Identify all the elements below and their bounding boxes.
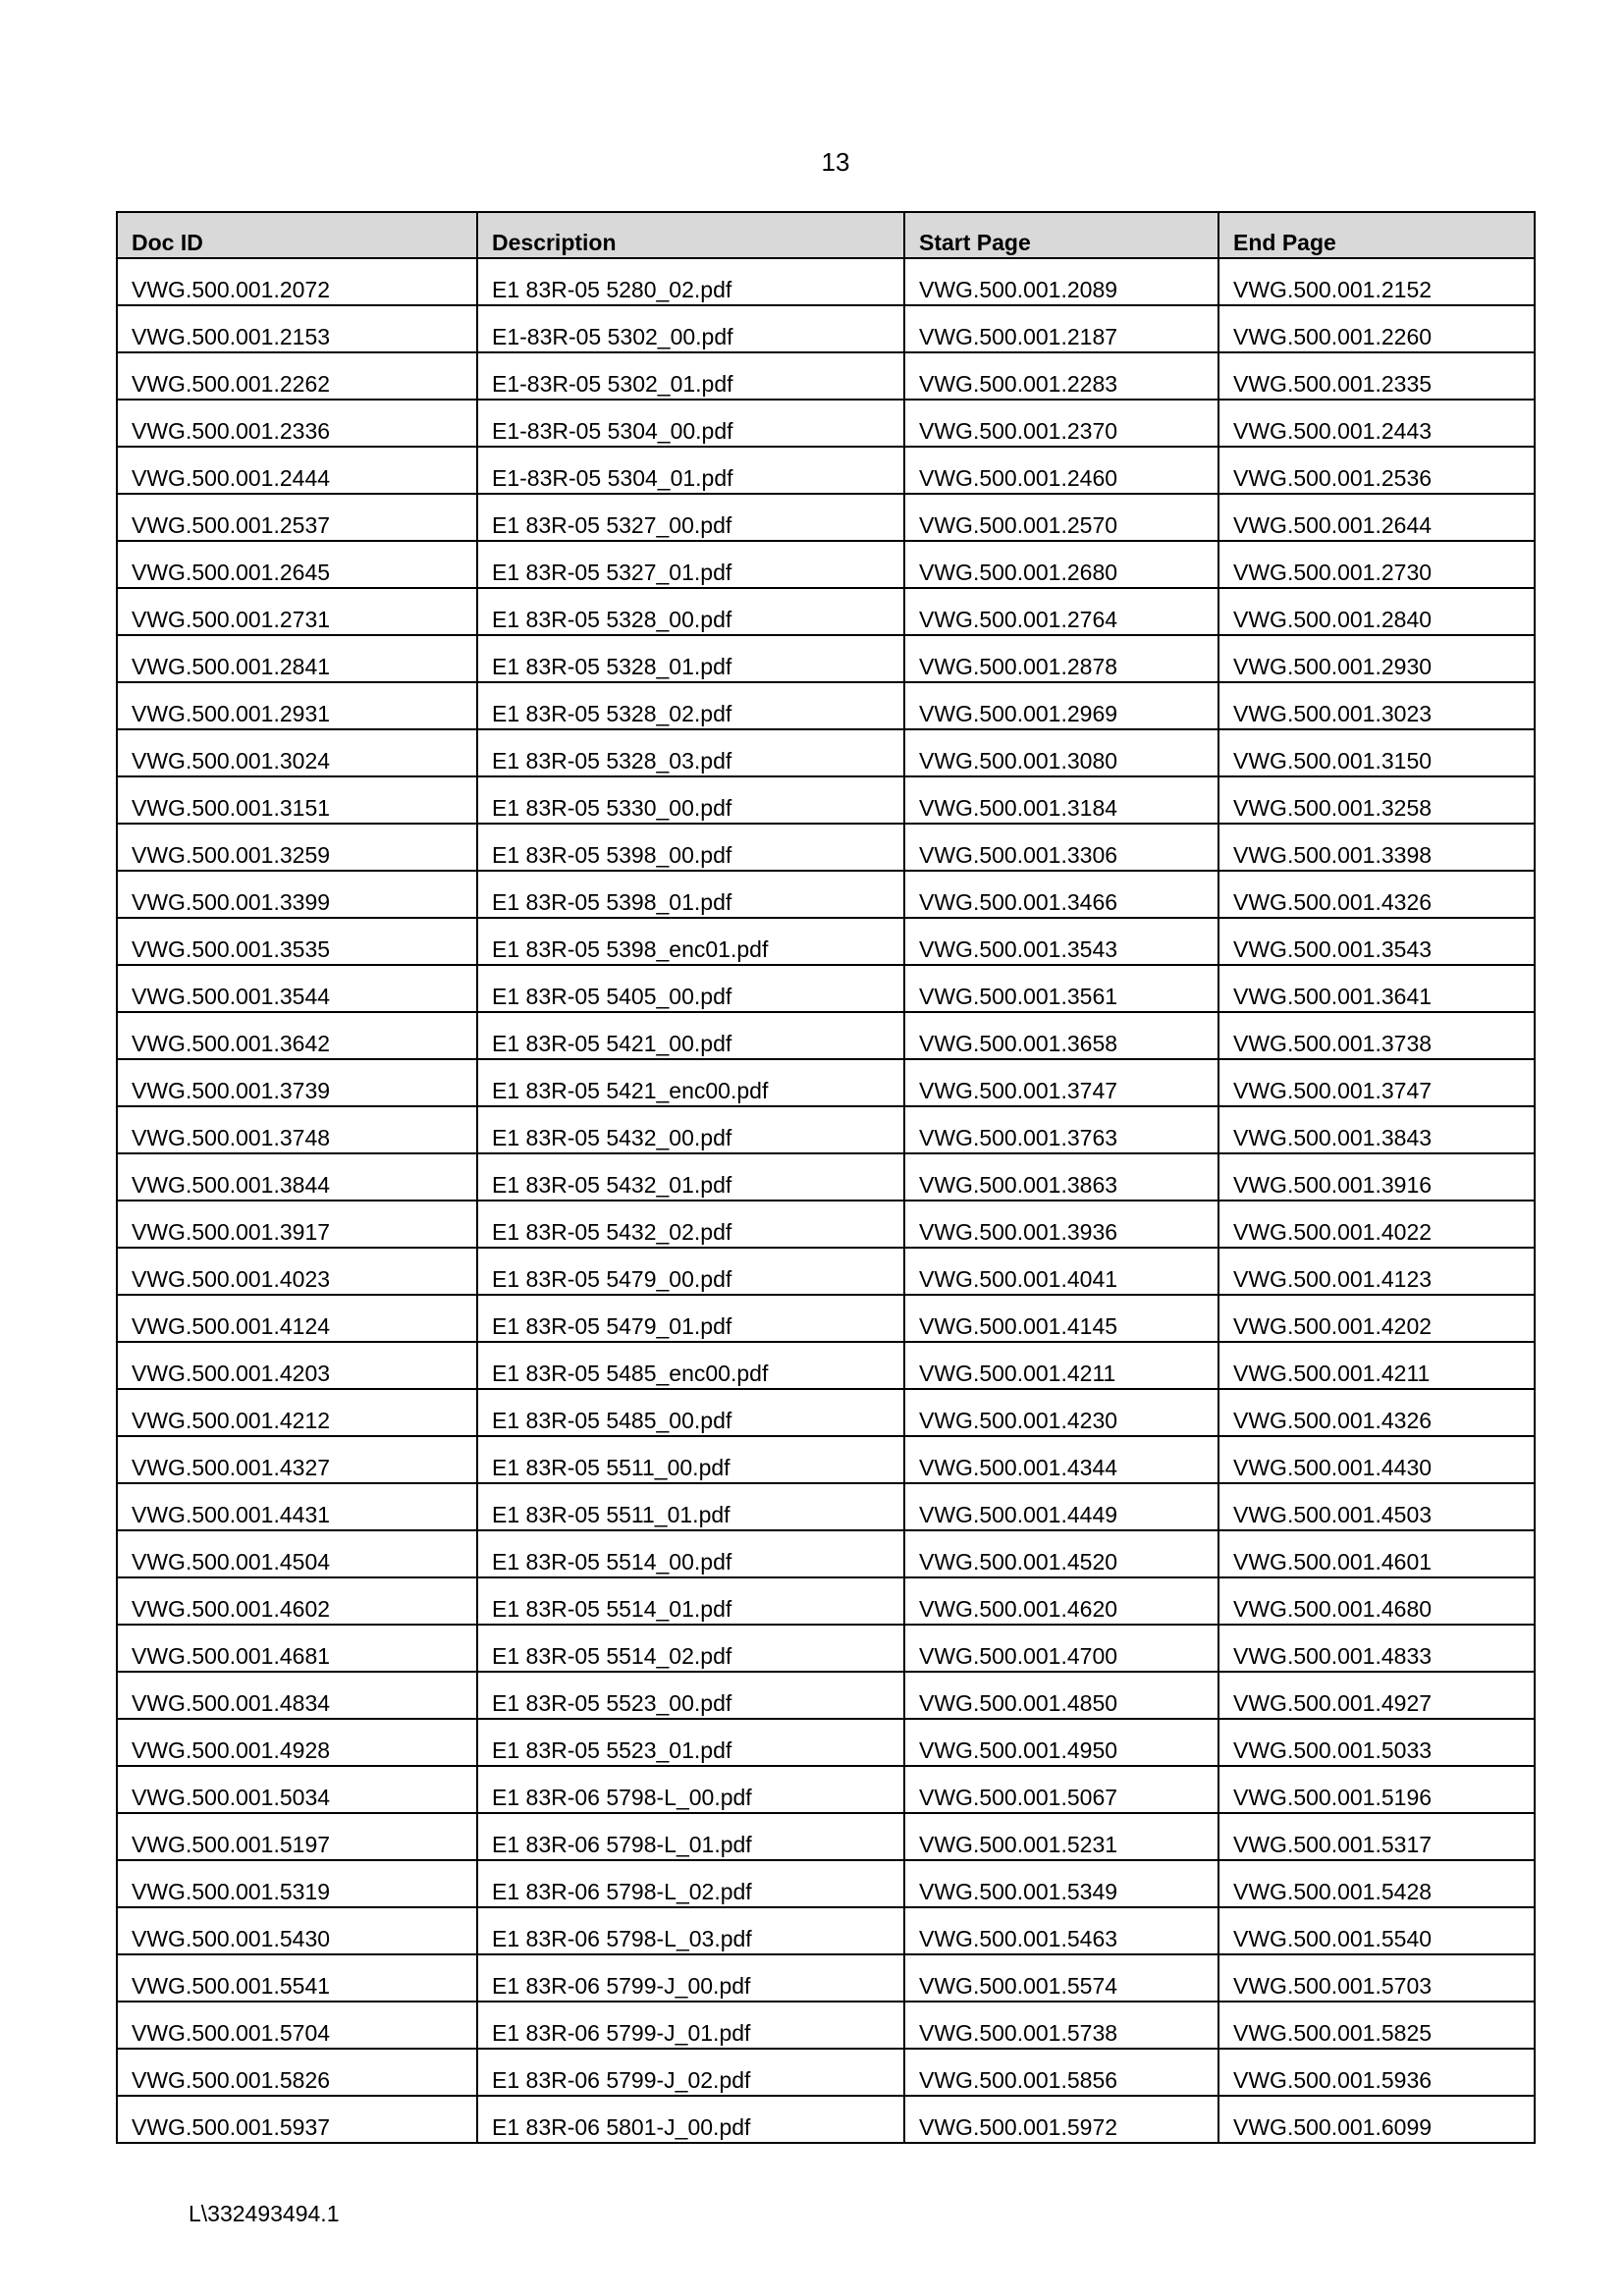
table-row xyxy=(117,258,1535,305)
cell-end-page: VWG.500.001.2536 xyxy=(1218,447,1535,494)
table-row xyxy=(117,1153,1535,1201)
table-row xyxy=(117,1530,1535,1577)
cell-end-page: VWG.500.001.6099 xyxy=(1218,2096,1535,2143)
cell-doc-id: VWG.500.001.3399 xyxy=(117,871,477,918)
footer-document-reference: L\332493494.1 xyxy=(189,2201,340,2226)
table-row xyxy=(117,1059,1535,1106)
cell-end-page: VWG.500.001.3641 xyxy=(1218,965,1535,1012)
cell-end-page: VWG.500.001.3258 xyxy=(1218,776,1535,824)
cell-start-page: VWG.500.001.4041 xyxy=(904,1248,1218,1295)
document-index-table xyxy=(116,211,1536,2144)
table-row xyxy=(117,1625,1535,1672)
table-row xyxy=(117,1201,1535,1248)
cell-end-page: VWG.500.001.2260 xyxy=(1218,305,1535,352)
cell-start-page: VWG.500.001.2680 xyxy=(904,541,1218,588)
cell-doc-id: VWG.500.001.2262 xyxy=(117,352,477,400)
cell-doc-id: VWG.500.001.5319 xyxy=(117,1860,477,1907)
cell-start-page: VWG.500.001.4145 xyxy=(904,1295,1218,1342)
table-row xyxy=(117,2049,1535,2096)
cell-doc-id: VWG.500.001.4023 xyxy=(117,1248,477,1295)
cell-description: E1 83R-05 5328_00.pdf xyxy=(477,588,904,635)
cell-doc-id: VWG.500.001.2537 xyxy=(117,494,477,541)
cell-doc-id: VWG.500.001.3642 xyxy=(117,1012,477,1059)
cell-description: E1 83R-05 5327_01.pdf xyxy=(477,541,904,588)
cell-doc-id: VWG.500.001.4203 xyxy=(117,1342,477,1389)
cell-doc-id: VWG.500.001.3544 xyxy=(117,965,477,1012)
cell-start-page: VWG.500.001.5349 xyxy=(904,1860,1218,1907)
cell-doc-id: VWG.500.001.2731 xyxy=(117,588,477,635)
table-row xyxy=(117,729,1535,776)
table-row xyxy=(117,1907,1535,1954)
cell-end-page: VWG.500.001.5317 xyxy=(1218,1813,1535,1860)
cell-description: E1 83R-06 5801-J_00.pdf xyxy=(477,2096,904,2143)
cell-start-page: VWG.500.001.2283 xyxy=(904,352,1218,400)
cell-end-page: VWG.500.001.4680 xyxy=(1218,1577,1535,1625)
cell-end-page: VWG.500.001.4202 xyxy=(1218,1295,1535,1342)
table-row xyxy=(117,541,1535,588)
cell-start-page: VWG.500.001.5856 xyxy=(904,2049,1218,2096)
cell-end-page: VWG.500.001.3150 xyxy=(1218,729,1535,776)
cell-doc-id: VWG.500.001.3024 xyxy=(117,729,477,776)
cell-description: E1 83R-06 5799-J_02.pdf xyxy=(477,2049,904,2096)
cell-doc-id: VWG.500.001.2072 xyxy=(117,258,477,305)
cell-start-page: VWG.500.001.3080 xyxy=(904,729,1218,776)
cell-description: E1 83R-05 5514_01.pdf xyxy=(477,1577,904,1625)
cell-start-page: VWG.500.001.5972 xyxy=(904,2096,1218,2143)
cell-description: E1 83R-05 5479_00.pdf xyxy=(477,1248,904,1295)
cell-description: E1 83R-05 5511_00.pdf xyxy=(477,1436,904,1483)
cell-end-page: VWG.500.001.5825 xyxy=(1218,2002,1535,2049)
cell-start-page: VWG.500.001.5738 xyxy=(904,2002,1218,2049)
cell-end-page: VWG.500.001.4326 xyxy=(1218,871,1535,918)
table-row xyxy=(117,2002,1535,2049)
cell-start-page: VWG.500.001.5231 xyxy=(904,1813,1218,1860)
cell-description: E1 83R-05 5479_01.pdf xyxy=(477,1295,904,1342)
cell-doc-id: VWG.500.001.3259 xyxy=(117,824,477,871)
cell-start-page: VWG.500.001.3863 xyxy=(904,1153,1218,1201)
cell-end-page: VWG.500.001.3747 xyxy=(1218,1059,1535,1106)
cell-start-page: VWG.500.001.4344 xyxy=(904,1436,1218,1483)
table-row xyxy=(117,824,1535,871)
cell-description: E1 83R-06 5799-J_01.pdf xyxy=(477,2002,904,2049)
cell-start-page: VWG.500.001.3763 xyxy=(904,1106,1218,1153)
table-row xyxy=(117,494,1535,541)
cell-start-page: VWG.500.001.5067 xyxy=(904,1766,1218,1813)
cell-description: E1-83R-05 5302_01.pdf xyxy=(477,352,904,400)
table-row xyxy=(117,352,1535,400)
cell-end-page: VWG.500.001.2443 xyxy=(1218,400,1535,447)
table-row xyxy=(117,682,1535,729)
table-row xyxy=(117,1672,1535,1719)
cell-description: E1-83R-05 5304_01.pdf xyxy=(477,447,904,494)
cell-doc-id: VWG.500.001.4327 xyxy=(117,1436,477,1483)
table-row xyxy=(117,305,1535,352)
cell-doc-id: VWG.500.001.5034 xyxy=(117,1766,477,1813)
cell-description: E1 83R-05 5485_00.pdf xyxy=(477,1389,904,1436)
cell-description: E1 83R-06 5799-J_00.pdf xyxy=(477,1954,904,2002)
cell-doc-id: VWG.500.001.3748 xyxy=(117,1106,477,1153)
cell-doc-id: VWG.500.001.5541 xyxy=(117,1954,477,2002)
cell-doc-id: VWG.500.001.4124 xyxy=(117,1295,477,1342)
cell-description: E1 83R-05 5398_01.pdf xyxy=(477,871,904,918)
page-number: 13 xyxy=(821,147,850,177)
table-row xyxy=(117,588,1535,635)
table-row xyxy=(117,1766,1535,1813)
cell-description: E1 83R-05 5432_01.pdf xyxy=(477,1153,904,1201)
cell-end-page: VWG.500.001.4326 xyxy=(1218,1389,1535,1436)
table-row xyxy=(117,1954,1535,2002)
cell-end-page: VWG.500.001.4430 xyxy=(1218,1436,1535,1483)
cell-description: E1 83R-05 5405_00.pdf xyxy=(477,965,904,1012)
table-row xyxy=(117,1389,1535,1436)
cell-end-page: VWG.500.001.2930 xyxy=(1218,635,1535,682)
cell-start-page: VWG.500.001.4950 xyxy=(904,1719,1218,1766)
cell-start-page: VWG.500.001.3184 xyxy=(904,776,1218,824)
header-end-page: End Page xyxy=(1218,212,1535,258)
cell-description: E1 83R-05 5511_01.pdf xyxy=(477,1483,904,1530)
cell-start-page: VWG.500.001.4620 xyxy=(904,1577,1218,1625)
cell-start-page: VWG.500.001.3936 xyxy=(904,1201,1218,1248)
cell-doc-id: VWG.500.001.5826 xyxy=(117,2049,477,2096)
table-row xyxy=(117,1342,1535,1389)
cell-end-page: VWG.500.001.4123 xyxy=(1218,1248,1535,1295)
cell-end-page: VWG.500.001.3023 xyxy=(1218,682,1535,729)
cell-doc-id: VWG.500.001.4602 xyxy=(117,1577,477,1625)
cell-start-page: VWG.500.001.2460 xyxy=(904,447,1218,494)
cell-doc-id: VWG.500.001.3535 xyxy=(117,918,477,965)
header-description: Description xyxy=(477,212,904,258)
table-row xyxy=(117,918,1535,965)
cell-doc-id: VWG.500.001.5704 xyxy=(117,2002,477,2049)
cell-doc-id: VWG.500.001.4504 xyxy=(117,1530,477,1577)
table-header-row xyxy=(117,212,1535,258)
cell-start-page: VWG.500.001.5574 xyxy=(904,1954,1218,2002)
table-row xyxy=(117,1012,1535,1059)
cell-description: E1 83R-06 5798-L_03.pdf xyxy=(477,1907,904,1954)
cell-start-page: VWG.500.001.5463 xyxy=(904,1907,1218,1954)
table-row xyxy=(117,965,1535,1012)
cell-description: E1 83R-05 5330_00.pdf xyxy=(477,776,904,824)
cell-doc-id: VWG.500.001.4834 xyxy=(117,1672,477,1719)
cell-end-page: VWG.500.001.5703 xyxy=(1218,1954,1535,2002)
cell-start-page: VWG.500.001.3306 xyxy=(904,824,1218,871)
cell-doc-id: VWG.500.001.3917 xyxy=(117,1201,477,1248)
cell-doc-id: VWG.500.001.5430 xyxy=(117,1907,477,1954)
cell-description: E1-83R-05 5304_00.pdf xyxy=(477,400,904,447)
table-row xyxy=(117,1860,1535,1907)
cell-doc-id: VWG.500.001.2645 xyxy=(117,541,477,588)
cell-end-page: VWG.500.001.5033 xyxy=(1218,1719,1535,1766)
cell-description: E1 83R-06 5798-L_00.pdf xyxy=(477,1766,904,1813)
cell-start-page: VWG.500.001.4520 xyxy=(904,1530,1218,1577)
cell-description: E1 83R-05 5432_00.pdf xyxy=(477,1106,904,1153)
cell-doc-id: VWG.500.001.2444 xyxy=(117,447,477,494)
cell-end-page: VWG.500.001.4833 xyxy=(1218,1625,1535,1672)
cell-end-page: VWG.500.001.2730 xyxy=(1218,541,1535,588)
cell-end-page: VWG.500.001.4211 xyxy=(1218,1342,1535,1389)
cell-start-page: VWG.500.001.2370 xyxy=(904,400,1218,447)
cell-start-page: VWG.500.001.3466 xyxy=(904,871,1218,918)
cell-description: E1-83R-05 5302_00.pdf xyxy=(477,305,904,352)
table-row xyxy=(117,1813,1535,1860)
cell-description: E1 83R-05 5328_02.pdf xyxy=(477,682,904,729)
cell-start-page: VWG.500.001.4850 xyxy=(904,1672,1218,1719)
cell-start-page: VWG.500.001.2878 xyxy=(904,635,1218,682)
cell-start-page: VWG.500.001.4230 xyxy=(904,1389,1218,1436)
cell-end-page: VWG.500.001.3543 xyxy=(1218,918,1535,965)
cell-end-page: VWG.500.001.3738 xyxy=(1218,1012,1535,1059)
cell-end-page: VWG.500.001.2335 xyxy=(1218,352,1535,400)
cell-end-page: VWG.500.001.5540 xyxy=(1218,1907,1535,1954)
cell-end-page: VWG.500.001.5196 xyxy=(1218,1766,1535,1813)
cell-end-page: VWG.500.001.2644 xyxy=(1218,494,1535,541)
cell-doc-id: VWG.500.001.4431 xyxy=(117,1483,477,1530)
cell-end-page: VWG.500.001.4927 xyxy=(1218,1672,1535,1719)
table-row xyxy=(117,1719,1535,1766)
table-row xyxy=(117,1295,1535,1342)
cell-doc-id: VWG.500.001.4928 xyxy=(117,1719,477,1766)
cell-start-page: VWG.500.001.4211 xyxy=(904,1342,1218,1389)
cell-description: E1 83R-05 5328_01.pdf xyxy=(477,635,904,682)
cell-end-page: VWG.500.001.4503 xyxy=(1218,1483,1535,1530)
table-row xyxy=(117,447,1535,494)
cell-description: E1 83R-05 5328_03.pdf xyxy=(477,729,904,776)
cell-end-page: VWG.500.001.4601 xyxy=(1218,1530,1535,1577)
table-row xyxy=(117,1577,1535,1625)
cell-description: E1 83R-05 5398_enc01.pdf xyxy=(477,918,904,965)
cell-doc-id: VWG.500.001.5197 xyxy=(117,1813,477,1860)
cell-end-page: VWG.500.001.2840 xyxy=(1218,588,1535,635)
table-row xyxy=(117,635,1535,682)
cell-end-page: VWG.500.001.4022 xyxy=(1218,1201,1535,1248)
cell-description: E1 83R-05 5523_00.pdf xyxy=(477,1672,904,1719)
cell-doc-id: VWG.500.001.2841 xyxy=(117,635,477,682)
header-doc-id: Doc ID xyxy=(117,212,477,258)
table-row xyxy=(117,871,1535,918)
cell-description: E1 83R-05 5327_00.pdf xyxy=(477,494,904,541)
table-row xyxy=(117,1436,1535,1483)
cell-start-page: VWG.500.001.2089 xyxy=(904,258,1218,305)
cell-start-page: VWG.500.001.2187 xyxy=(904,305,1218,352)
table-body xyxy=(117,258,1535,2143)
cell-start-page: VWG.500.001.4449 xyxy=(904,1483,1218,1530)
cell-end-page: VWG.500.001.5936 xyxy=(1218,2049,1535,2096)
cell-doc-id: VWG.500.001.2153 xyxy=(117,305,477,352)
table-row xyxy=(117,2096,1535,2143)
cell-start-page: VWG.500.001.3747 xyxy=(904,1059,1218,1106)
cell-doc-id: VWG.500.001.3151 xyxy=(117,776,477,824)
cell-doc-id: VWG.500.001.5937 xyxy=(117,2096,477,2143)
cell-description: E1 83R-05 5421_enc00.pdf xyxy=(477,1059,904,1106)
cell-description: E1 83R-05 5485_enc00.pdf xyxy=(477,1342,904,1389)
cell-doc-id: VWG.500.001.2336 xyxy=(117,400,477,447)
cell-end-page: VWG.500.001.5428 xyxy=(1218,1860,1535,1907)
cell-start-page: VWG.500.001.2969 xyxy=(904,682,1218,729)
cell-start-page: VWG.500.001.3658 xyxy=(904,1012,1218,1059)
header-start-page: Start Page xyxy=(904,212,1218,258)
cell-end-page: VWG.500.001.3916 xyxy=(1218,1153,1535,1201)
table-row xyxy=(117,1483,1535,1530)
table-row xyxy=(117,1248,1535,1295)
cell-start-page: VWG.500.001.2764 xyxy=(904,588,1218,635)
cell-doc-id: VWG.500.001.4681 xyxy=(117,1625,477,1672)
cell-doc-id: VWG.500.001.4212 xyxy=(117,1389,477,1436)
cell-description: E1 83R-05 5280_02.pdf xyxy=(477,258,904,305)
cell-start-page: VWG.500.001.4700 xyxy=(904,1625,1218,1672)
cell-doc-id: VWG.500.001.3739 xyxy=(117,1059,477,1106)
cell-description: E1 83R-05 5514_00.pdf xyxy=(477,1530,904,1577)
table-row xyxy=(117,400,1535,447)
cell-description: E1 83R-05 5514_02.pdf xyxy=(477,1625,904,1672)
cell-description: E1 83R-05 5432_02.pdf xyxy=(477,1201,904,1248)
table-row xyxy=(117,1106,1535,1153)
cell-start-page: VWG.500.001.3561 xyxy=(904,965,1218,1012)
cell-description: E1 83R-05 5421_00.pdf xyxy=(477,1012,904,1059)
cell-description: E1 83R-06 5798-L_02.pdf xyxy=(477,1860,904,1907)
cell-description: E1 83R-05 5523_01.pdf xyxy=(477,1719,904,1766)
cell-start-page: VWG.500.001.2570 xyxy=(904,494,1218,541)
cell-description: E1 83R-05 5398_00.pdf xyxy=(477,824,904,871)
cell-start-page: VWG.500.001.3543 xyxy=(904,918,1218,965)
cell-doc-id: VWG.500.001.3844 xyxy=(117,1153,477,1201)
cell-end-page: VWG.500.001.3398 xyxy=(1218,824,1535,871)
cell-description: E1 83R-06 5798-L_01.pdf xyxy=(477,1813,904,1860)
cell-end-page: VWG.500.001.2152 xyxy=(1218,258,1535,305)
cell-doc-id: VWG.500.001.2931 xyxy=(117,682,477,729)
table-row xyxy=(117,776,1535,824)
cell-end-page: VWG.500.001.3843 xyxy=(1218,1106,1535,1153)
